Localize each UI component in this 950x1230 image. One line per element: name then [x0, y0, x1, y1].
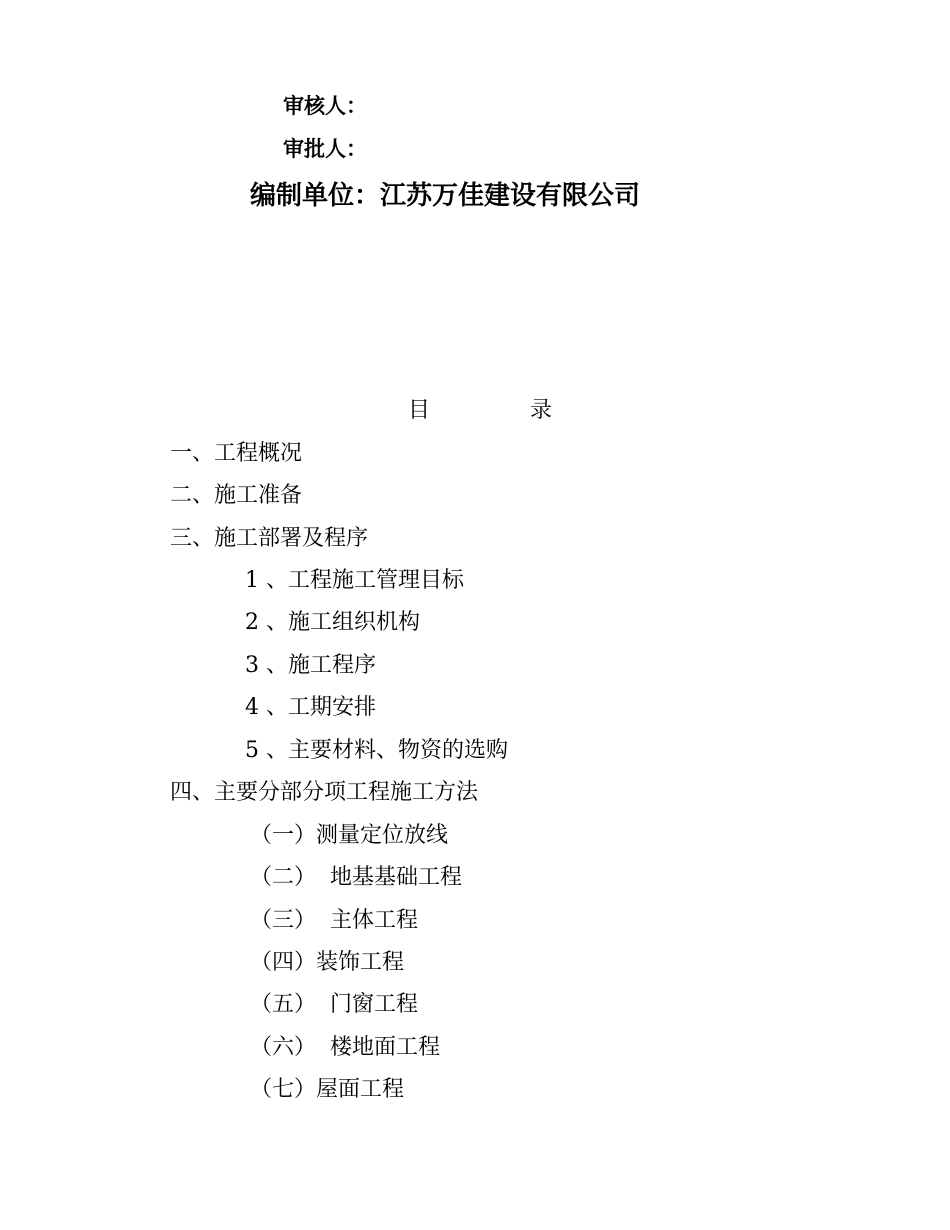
toc-item: 二、施工准备 — [170, 483, 303, 508]
toc-item: 3 、施工程序 — [245, 653, 376, 678]
toc-item: 一、工程概况 — [170, 441, 303, 466]
toc-item: 5 、主要材料、物资的选购 — [245, 738, 508, 763]
toc-item: （三） 主体工程 — [250, 908, 418, 933]
toc-title-right: 录 — [530, 398, 553, 423]
company-line: 编制单位：江苏万佳建设有限公司 — [250, 181, 641, 211]
approver-label: 审批人： — [283, 137, 367, 161]
toc-item: （一）测量定位放线 — [250, 823, 449, 848]
toc-item: （六） 楼地面工程 — [250, 1035, 440, 1060]
toc-item: 三、施工部署及程序 — [170, 526, 369, 551]
toc-item: 2 、施工组织机构 — [245, 610, 420, 635]
toc-item: 1 、工程施工管理目标 — [245, 568, 464, 593]
reviewer-label: 审核人： — [283, 94, 367, 118]
toc-item: （五） 门窗工程 — [250, 992, 418, 1017]
toc-item: 四、主要分部分项工程施工方法 — [170, 780, 479, 805]
toc-title-left: 目 — [408, 398, 431, 423]
toc-item: （二） 地基基础工程 — [250, 865, 462, 890]
toc-item: （七）屋面工程 — [250, 1077, 405, 1102]
toc-item: 4 、工期安排 — [245, 695, 376, 720]
toc-item: （四）装饰工程 — [250, 950, 405, 975]
